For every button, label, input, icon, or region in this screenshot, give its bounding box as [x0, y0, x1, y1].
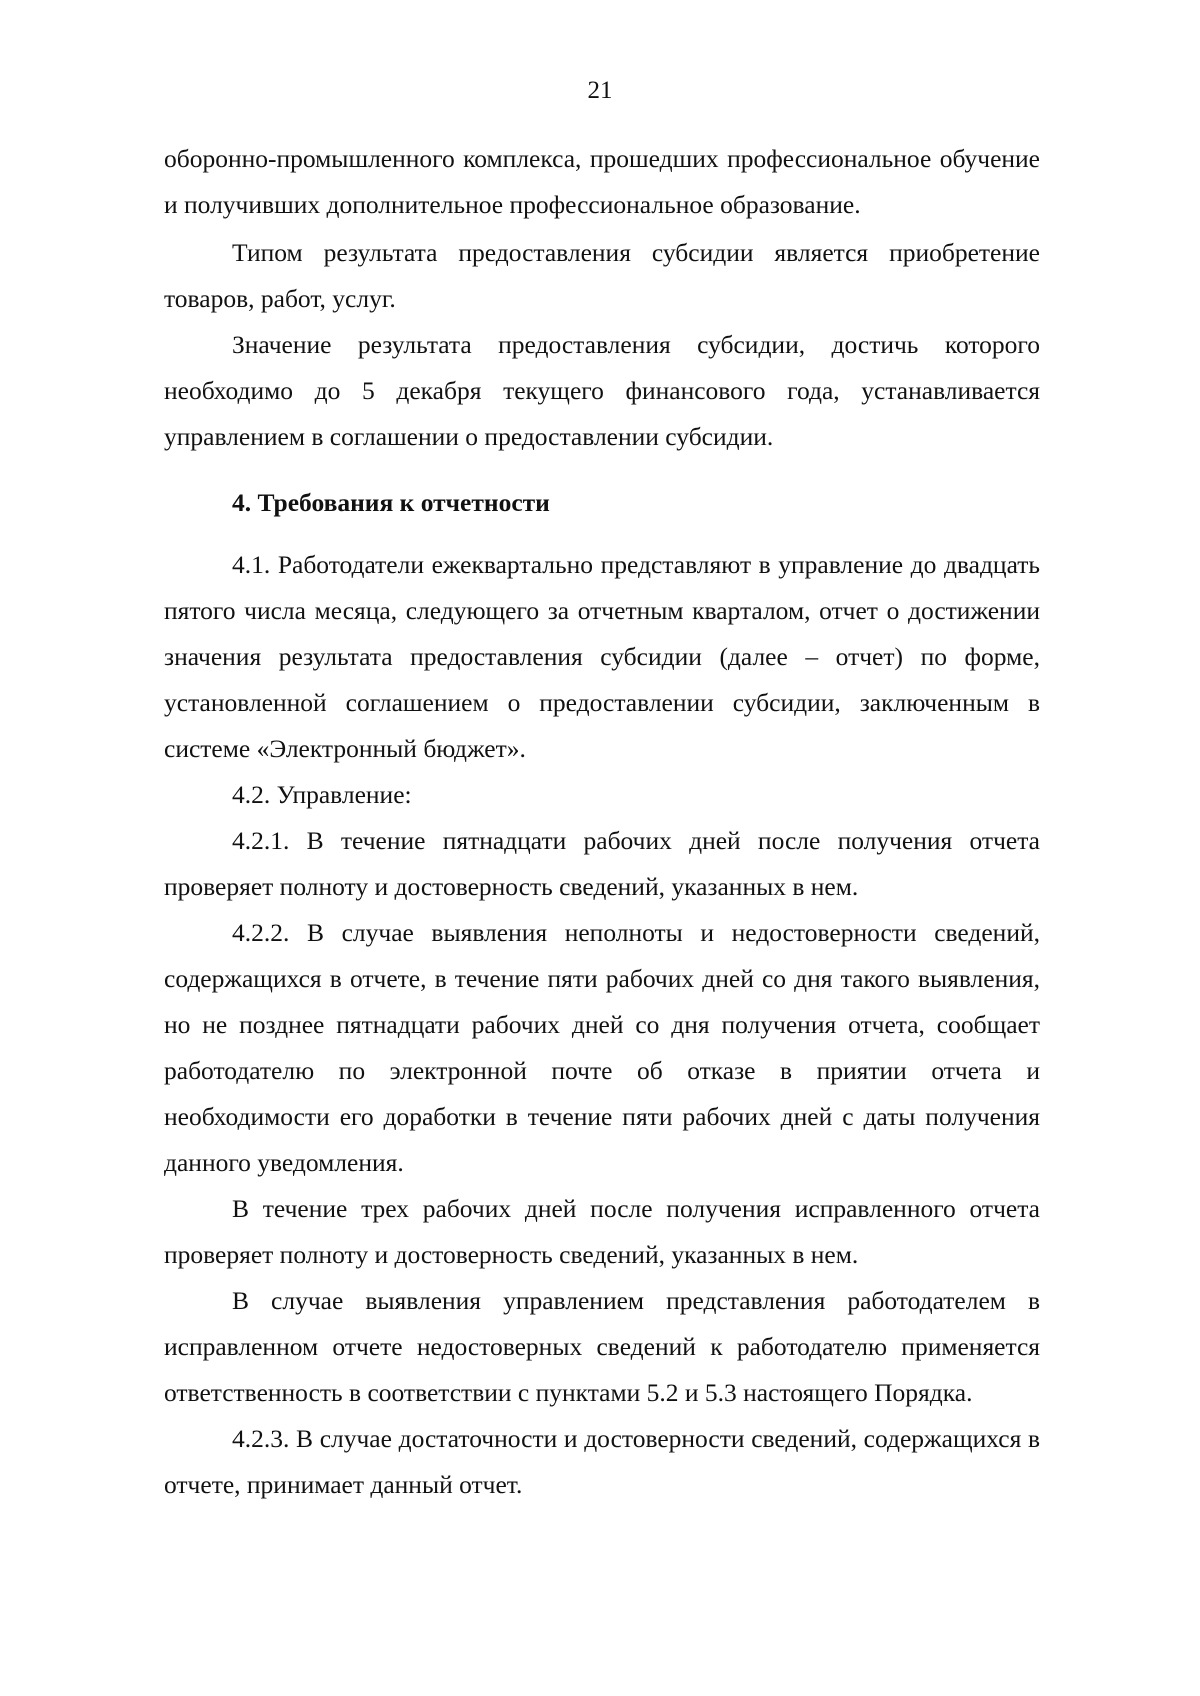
paragraph-4-2-2: 4.2.2. В случае выявления неполноты и недостоверности сведений, содержащихся в отчете, в течение пяти рабочих дней со дня такого выявления, но не позднее пятнадцати рабочих дней со дня получения отчета, сообщает работодателю по электронной почте об отказе в приятии отчета и необходимости его доработки в течение пяти рабочих дней с даты получения данного уведомления. [164, 918, 1040, 1177]
section-heading: 4. Требования к отчетности [232, 488, 550, 517]
paragraph-4-2-2-liability: В случае выявления управлением представления работодателем в исправленном отчете недостоверных сведений к работодателю применяется ответственность в соответствии с пунктами 5.2 и 5.3 настоящего Порядка. [164, 1286, 1040, 1407]
paragraph-4-2: 4.2. Управление: [232, 780, 412, 809]
document-body [164, 136, 1040, 1508]
paragraph-4-2-1: 4.2.1. В течение пятнадцати рабочих дней после получения отчета проверяет полноту и достоверность сведений, указанных в нем. [164, 826, 1040, 901]
paragraph-continuation: оборонно-промышленного комплекса, прошедших профессиональное обучение и получивших дополнительное профессиональное образование. [164, 144, 1040, 219]
paragraph-result-type: Типом результата предоставления субсидии является приобретение товаров, работ, услуг. [164, 238, 1040, 313]
paragraph-result-value: Значение результата предоставления субсидии, достичь которого необходимо до 5 декабря текущего финансового года, устанавливается управлением в соглашении о предоставлении субсидии. [164, 330, 1040, 451]
paragraph-4-2-3: 4.2.3. В случае достаточности и достоверности сведений, содержащихся в отчете, принимает данный отчет. [164, 1424, 1040, 1499]
page-number: 21 [587, 77, 613, 104]
paragraph-4-2-2-recheck: В течение трех рабочих дней после получения исправленного отчета проверяет полноту и достоверность сведений, указанных в нем. [164, 1194, 1040, 1269]
paragraph-4-1: 4.1. Работодатели ежеквартально представляют в управление до двадцать пятого числа месяца, следующего за отчетным кварталом, отчет о достижении значения результата предоставления субсидии (далее – отчет) по форме, установленной соглашением о предоставлении субсидии, заключенным в системе «Электронный бюджет». [164, 550, 1040, 763]
